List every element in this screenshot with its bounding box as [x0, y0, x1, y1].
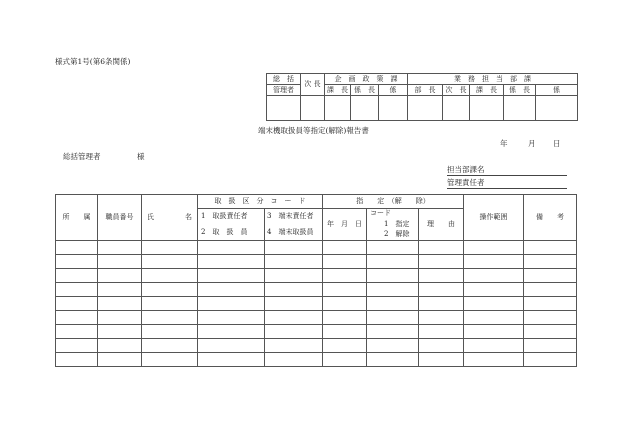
table-cell[interactable]	[524, 241, 577, 255]
table-cell[interactable]	[419, 339, 464, 353]
table-cell[interactable]	[142, 311, 198, 325]
table-cell[interactable]	[265, 283, 323, 297]
header-reason: 理 由	[419, 209, 464, 241]
table-cell[interactable]	[198, 325, 265, 339]
table-cell[interactable]	[464, 269, 524, 283]
table-cell[interactable]	[265, 339, 323, 353]
table-cell[interactable]	[142, 297, 198, 311]
table-cell[interactable]	[265, 297, 323, 311]
table-cell[interactable]	[56, 297, 98, 311]
table-cell[interactable]	[367, 241, 419, 255]
approval-stamp-table	[266, 73, 578, 121]
table-cell[interactable]	[323, 269, 367, 283]
header-remarks: 備 考	[524, 195, 577, 241]
table-cell[interactable]	[323, 241, 367, 255]
header-code-options-right	[265, 209, 323, 241]
table-cell[interactable]	[98, 255, 142, 269]
table-cell[interactable]	[367, 255, 419, 269]
header-staff-number: 職員番号	[98, 195, 142, 241]
table-cell[interactable]	[198, 241, 265, 255]
table-row	[56, 297, 577, 311]
manager-label: 管理責任者	[447, 178, 485, 187]
table-cell[interactable]	[142, 339, 198, 353]
header-affiliation: 所 属	[56, 195, 98, 241]
table-cell[interactable]	[323, 311, 367, 325]
table-cell[interactable]	[98, 339, 142, 353]
approval-business-division: 業 務 担 当 部 課	[408, 74, 578, 85]
table-cell[interactable]	[367, 269, 419, 283]
dept-underline[interactable]	[447, 175, 567, 176]
table-cell[interactable]	[419, 255, 464, 269]
table-cell[interactable]	[142, 255, 198, 269]
table-cell[interactable]	[524, 353, 577, 367]
stamp-cell[interactable]	[536, 96, 578, 121]
table-cell[interactable]	[419, 311, 464, 325]
table-cell[interactable]	[98, 353, 142, 367]
approval-general-manager-top: 総 括	[267, 74, 301, 85]
header-name	[142, 195, 198, 241]
table-cell[interactable]	[98, 241, 142, 255]
stamp-cell[interactable]	[504, 96, 536, 121]
table-cell[interactable]	[524, 339, 577, 353]
table-cell[interactable]	[464, 283, 524, 297]
date-month: 月	[528, 139, 536, 148]
table-cell[interactable]	[367, 297, 419, 311]
table-cell[interactable]	[323, 297, 367, 311]
table-row	[56, 339, 577, 353]
table-row	[56, 255, 577, 269]
table-cell[interactable]	[56, 255, 98, 269]
table-cell[interactable]	[198, 269, 265, 283]
approval-deputy-head: 次 長	[301, 74, 325, 96]
table-cell[interactable]	[56, 339, 98, 353]
code-option-2: 2 取 扱 員	[201, 227, 248, 236]
approval-role: 係 長	[351, 85, 379, 96]
table-cell[interactable]	[56, 353, 98, 367]
header-name-right: 名	[185, 213, 192, 221]
table-cell[interactable]	[56, 269, 98, 283]
stamp-cell[interactable]	[379, 96, 408, 121]
table-cell[interactable]	[464, 311, 524, 325]
stamp-cell[interactable]	[470, 96, 504, 121]
stamp-cell[interactable]	[351, 96, 379, 121]
table-cell[interactable]	[464, 255, 524, 269]
table-cell[interactable]	[56, 325, 98, 339]
table-cell[interactable]	[98, 311, 142, 325]
table-cell[interactable]	[142, 241, 198, 255]
table-cell[interactable]	[367, 325, 419, 339]
header-code-group: 取 扱 区 分 コ ー ド	[198, 195, 323, 209]
table-cell[interactable]	[98, 283, 142, 297]
table-cell[interactable]	[198, 339, 265, 353]
table-cell[interactable]	[464, 297, 524, 311]
table-cell[interactable]	[56, 311, 98, 325]
table-cell[interactable]	[464, 339, 524, 353]
addressee-name: 総括管理者	[63, 152, 101, 161]
table-cell[interactable]	[98, 297, 142, 311]
table-cell[interactable]	[198, 283, 265, 297]
table-cell[interactable]	[464, 353, 524, 367]
addressee-honorific: 様	[137, 152, 145, 161]
stamp-cell[interactable]	[408, 96, 443, 121]
table-cell[interactable]	[265, 311, 323, 325]
table-cell[interactable]	[419, 269, 464, 283]
table-cell[interactable]	[198, 353, 265, 367]
form-code: 様式第1号(第6条関係)	[55, 57, 131, 66]
table-cell[interactable]	[367, 339, 419, 353]
table-cell[interactable]	[265, 269, 323, 283]
code-option-3: 3 端末責任者	[267, 212, 314, 221]
table-cell[interactable]	[524, 283, 577, 297]
date-year: 年	[500, 139, 508, 148]
table-cell[interactable]	[142, 325, 198, 339]
table-cell[interactable]	[198, 255, 265, 269]
table-cell[interactable]	[367, 283, 419, 297]
table-cell[interactable]	[142, 283, 198, 297]
table-cell[interactable]	[419, 297, 464, 311]
table-cell[interactable]	[419, 353, 464, 367]
table-row	[56, 283, 577, 297]
table-cell[interactable]	[265, 255, 323, 269]
table-cell[interactable]	[464, 241, 524, 255]
code-option-1: 1 取扱責任者	[201, 212, 248, 221]
table-cell[interactable]	[56, 241, 98, 255]
dept-label: 担当部課名	[447, 165, 485, 174]
table-cell[interactable]	[265, 325, 323, 339]
header-name-left: 氏	[147, 213, 154, 221]
header-date: 年 月 日	[323, 209, 367, 241]
stamp-cell[interactable]	[325, 96, 351, 121]
approval-role: 係	[536, 85, 578, 96]
approval-role: 課 長	[325, 85, 351, 96]
table-row	[56, 269, 577, 283]
designation-code-opt2: 2 解除	[384, 229, 410, 238]
table-body	[56, 241, 577, 367]
designation-code-opt1: 1 指定	[384, 219, 410, 228]
table-row	[56, 353, 577, 367]
table-row	[56, 241, 577, 255]
table-cell[interactable]	[524, 269, 577, 283]
date-day: 日	[553, 139, 561, 148]
table-cell[interactable]	[142, 269, 198, 283]
report-table	[55, 194, 577, 367]
table-row	[56, 311, 577, 325]
manager-underline[interactable]	[447, 188, 567, 189]
code-option-4: 4 端末取扱員	[267, 227, 314, 236]
approval-role: 部 長	[408, 85, 443, 96]
table-cell[interactable]	[323, 283, 367, 297]
approval-general-manager-bottom: 管理者	[267, 85, 301, 96]
table-cell[interactable]	[524, 297, 577, 311]
approval-role: 次 長	[443, 85, 470, 96]
table-cell[interactable]	[323, 353, 367, 367]
approval-role: 係	[379, 85, 408, 96]
table-cell[interactable]	[56, 283, 98, 297]
table-row	[56, 325, 577, 339]
header-designation-code	[367, 209, 419, 241]
table-cell[interactable]	[265, 353, 323, 367]
table-cell[interactable]	[265, 241, 323, 255]
header-designation-group: 指 定 （解 除）	[323, 195, 464, 209]
approval-role: 係 長	[504, 85, 536, 96]
stamp-cell[interactable]	[301, 96, 325, 121]
approval-planning-division: 企 画 政 策 課	[325, 74, 408, 85]
document-title: 端末機取扱員等指定(解除)報告書	[258, 126, 369, 135]
table-cell[interactable]	[142, 353, 198, 367]
table-cell[interactable]	[98, 325, 142, 339]
stamp-cell[interactable]	[443, 96, 470, 121]
table-cell[interactable]	[524, 325, 577, 339]
table-cell[interactable]	[419, 283, 464, 297]
designation-code-label: コード	[370, 209, 391, 218]
table-cell[interactable]	[419, 241, 464, 255]
table-cell[interactable]	[367, 353, 419, 367]
table-cell[interactable]	[323, 339, 367, 353]
header-code-options-left	[198, 209, 265, 241]
table-cell[interactable]	[524, 255, 577, 269]
header-operation-scope: 操作範囲	[464, 195, 524, 241]
table-cell[interactable]	[323, 255, 367, 269]
table-cell[interactable]	[367, 311, 419, 325]
table-cell[interactable]	[198, 311, 265, 325]
table-cell[interactable]	[198, 297, 265, 311]
approval-role: 課 長	[470, 85, 504, 96]
stamp-cell[interactable]	[267, 96, 301, 121]
table-cell[interactable]	[464, 325, 524, 339]
table-cell[interactable]	[323, 325, 367, 339]
table-cell[interactable]	[419, 325, 464, 339]
table-cell[interactable]	[98, 269, 142, 283]
table-cell[interactable]	[524, 311, 577, 325]
